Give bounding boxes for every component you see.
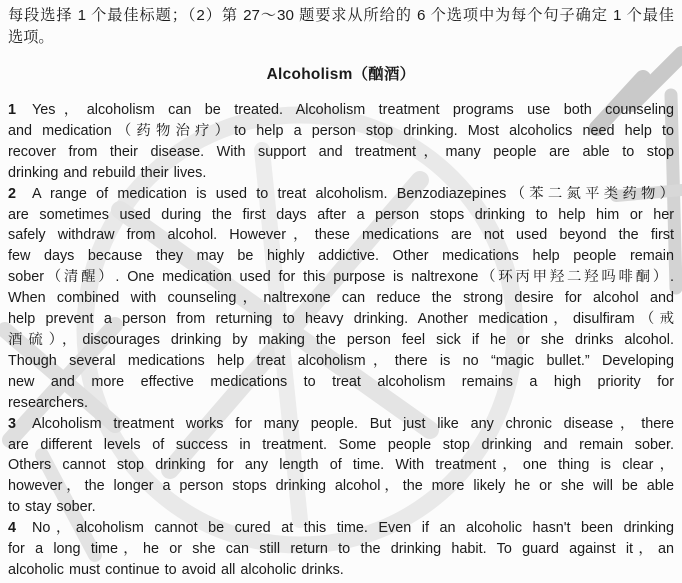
text-line: however，the longer a person stops drinking alcohol，the more likely he or she will be able	[8, 478, 674, 495]
text-line: alcoholic must continue to avoid all alcoholic drinks.	[8, 561, 344, 578]
instruction-line: 选项。	[8, 29, 54, 46]
text-line: are sometimes used during the first days after a person stops drinking to help him or her	[8, 206, 674, 223]
passage-title: Alcoholism（酗酒）	[266, 66, 416, 83]
instruction-line: 每段选择 1 个最佳标题；（2）第 27～30 题要求从所给的 6 个选项中为每个句子确定 1 个最佳	[8, 7, 674, 24]
text-line: Others cannot stop drinking for any length of time. With treatment，one thing is clear，	[8, 457, 674, 474]
text-line: sober（清醒）. One medication used for this purpose is naltrexone（环丙甲羟二羟吗啡酮）.	[8, 269, 674, 286]
text-line: new and more effective medications to treat alcoholism remains a high priority for	[8, 373, 674, 390]
text-line: Though several medications help treat alcoholism，there is no “magic bullet.” Developing	[8, 352, 674, 369]
text-line: safely withdraw from alcohol. However，these medications are not used beyond the first	[8, 227, 674, 244]
text-line: 4 No，alcoholism cannot be cured at this time. Even if an alcoholic hasn't been drinking	[8, 520, 674, 537]
paragraph-number: 3	[8, 415, 17, 432]
paragraph	[8, 414, 674, 519]
text-line: 2 A range of medication is used to treat alcoholism. Benzodiazepines（苯二氮平类药物）	[8, 185, 674, 202]
text-line: 酒硫），discourages drinking by making the person feel sick if he or she drinks alcohol.	[8, 331, 674, 348]
text-line: researchers.	[8, 394, 88, 411]
text-line: to stay sober.	[8, 499, 96, 516]
text-line: 3 Alcoholism treatment works for many people. But just like any chronic disease，there	[8, 415, 674, 432]
instructions-text	[8, 5, 674, 49]
text-line: 1 Yes，alcoholism can be treated. Alcoholism treatment programs use both counseling	[8, 102, 674, 118]
paragraph	[8, 100, 674, 184]
text-line: drinking and rebuild their lives.	[8, 164, 207, 181]
text-line: and medication（药物治疗）to help a person stop drinking. Most alcoholics need help to	[8, 122, 674, 139]
paragraph-number: 4	[8, 520, 17, 537]
paragraph-number: 1	[8, 102, 17, 118]
text-line: for a long time，he or she can still return to the drinking habit. To guard against it，an	[8, 541, 674, 558]
passage-body	[8, 100, 674, 581]
paragraph	[8, 184, 674, 414]
text-line: When combined with counseling，naltrexone can reduce the strong desire for alcohol and	[8, 290, 674, 307]
text-line: recover from their disease. With support and treatment，many people are able to stop	[8, 143, 674, 160]
text-line: help prevent a person from returning to heavy drinking. Another medication，disulfiram（戒	[8, 311, 674, 328]
paragraph	[8, 518, 674, 581]
text-line: are different levels of success in treatment. Some people stop drinking and remain sober.	[8, 436, 674, 453]
paragraph-number: 2	[8, 185, 17, 202]
text-line: few days because they may be highly addictive. Other medications help people remain	[8, 248, 674, 265]
